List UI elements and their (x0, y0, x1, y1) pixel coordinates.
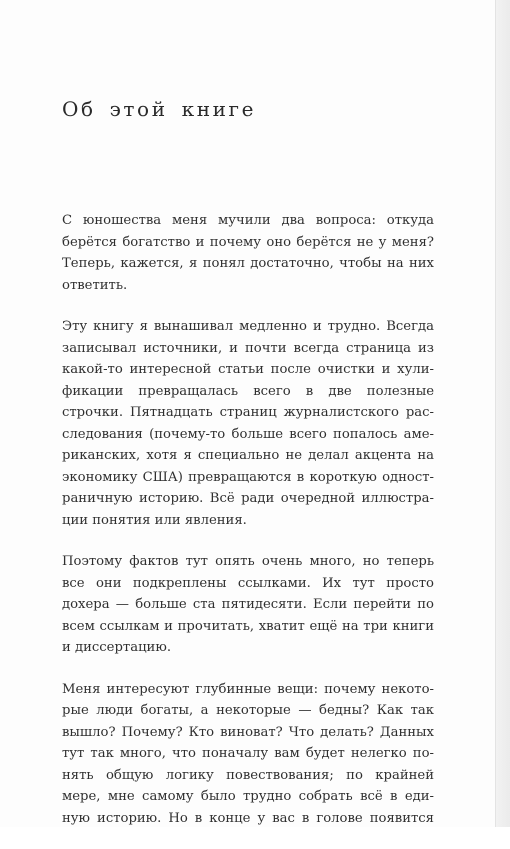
text-line: ции понятия или явления. (62, 512, 247, 528)
paragraph-1 (62, 210, 434, 296)
text-line: Меня интересуют глубинные вещи: почему некото- (62, 681, 434, 697)
paragraph-3 (62, 551, 434, 659)
text-line: все они подкреплены ссылками. Их тут просто (62, 575, 434, 591)
text-line: дохера — больше ста пятидесяти. Если перейти по (62, 597, 434, 612)
text-line: Эту книгу я вынашивал медленно и трудно. Всегда (62, 319, 434, 334)
paragraph-2 (62, 316, 434, 531)
text-line: рые люди богаты, а некоторые — бедны? Как так (62, 703, 434, 718)
text-line: вышло? Почему? Кто виноват? Что делать? Данных (62, 724, 434, 740)
text-line: записывал источники, и почти всегда страница из (62, 340, 434, 356)
text-line: и диссертацию. (62, 640, 172, 655)
chapter-title: Об этой книге (62, 97, 257, 121)
text-line: С юношества меня мучили два вопроса: откуда (62, 213, 434, 228)
text-line: мере, мне самому было трудно собрать всё в еди- (62, 789, 434, 804)
text-line: строчки. Пятнадцать страниц журналистского рас- (62, 405, 434, 420)
text-line: Теперь, кажется, я понял достаточно, чтобы на них (62, 256, 434, 271)
text-line: фикации превращалась всего в две полезные (62, 383, 434, 399)
text-line: берётся богатство и почему оно берётся не у меня? (62, 234, 434, 250)
text-line: раничную историю. Всё ради очередной иллюстра- (62, 491, 434, 506)
text-line: тут так много, что поначалу вам будет нелегко по- (62, 746, 434, 761)
text-line: всем ссылкам и прочитать, хватит ещё на три книги (62, 618, 434, 634)
text-line: риканских, хотя я специально не делал акцента на (62, 448, 434, 463)
text-line: нять общую логику повествования; по крайней (62, 767, 434, 783)
text-line: следования (почему-то больше всего попалось аме- (62, 426, 434, 442)
chapter-body (62, 210, 434, 849)
paragraph-4 (62, 679, 434, 830)
text-line: экономику США) превращаются в короткую одност- (62, 469, 434, 485)
text-line: Поэтому фактов тут опять очень много, но теперь (62, 554, 434, 569)
page-edge (495, 0, 510, 827)
text-line: ответить. (62, 277, 128, 293)
text-line: какой-то интересной статьи после очистки и хули- (62, 362, 434, 377)
text-line: ную историю. Но в конце у вас в голове появится (62, 810, 434, 826)
